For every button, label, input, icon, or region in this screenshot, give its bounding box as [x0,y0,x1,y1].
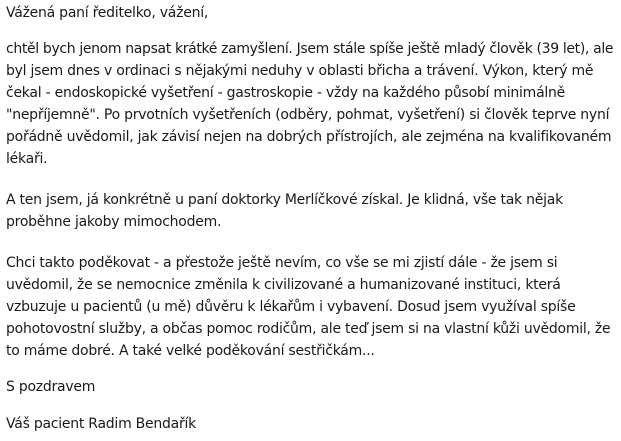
paragraph-3-line-4: pohotovostní služby, a občas pomoc rodičům, ale teď jsem si na vlastní kůži uvědomil, že [6,321,611,337]
paragraph-1-line-2: byl jsem dnes v ordinaci s nějakými neduhy v oblasti břicha a trávení. Výkon, který mě [6,63,594,79]
paragraph-3-line-5: to máme dobré. A také velké poděkování sestřičkám... [6,343,375,359]
paragraph-2-line-1: A ten jsem, já konkrétně u paní doktorky Merlíčkové získal. Je klidná, vše tak nějak [6,192,563,208]
greeting: Vážená paní ředitelko, vážení, [6,5,209,21]
paragraph-1-line-3: čekal - endoskopické vyšetření - gastroskopie - vždy na každého působí minimálně [6,85,566,101]
paragraph-1-line-6: lékaři. [6,151,48,167]
paragraph-3-line-3: vzbuzuje u pacientů (u mě) důvěru k lékařům i vybavení. Dosud jsem využíval spíše [6,299,576,315]
paragraph-1-line-4: "nepříjemně". Po prvotních vyšetřeních (odběry, pohmat, vyšetření) si člověk teprve nyní [6,107,610,123]
paragraph-3-line-1: Chci takto poděkovat - a přestože ještě nevím, co vše se mi zjistí dále - že jsem si [6,255,558,271]
closing: S pozdravem [6,379,96,395]
paragraph-2-line-2: proběhne jakoby mimochodem. [6,214,222,230]
signature: Váš pacient Radim Bendařík [6,416,196,432]
paragraph-1-line-5: pořádně uvědomil, jak závisí nejen na dobrých přístrojích, ale zejména na kvalifikovaném [6,129,612,145]
paragraph-3-line-2: uvědomil, že se nemocnice změnila k civilizované a humanizované instituci, která [6,277,561,293]
paragraph-1-line-1: chtěl bych jenom napsat krátké zamyšlení. Jsem stále spíše ještě mladý člověk (39 let), ale [6,41,614,57]
